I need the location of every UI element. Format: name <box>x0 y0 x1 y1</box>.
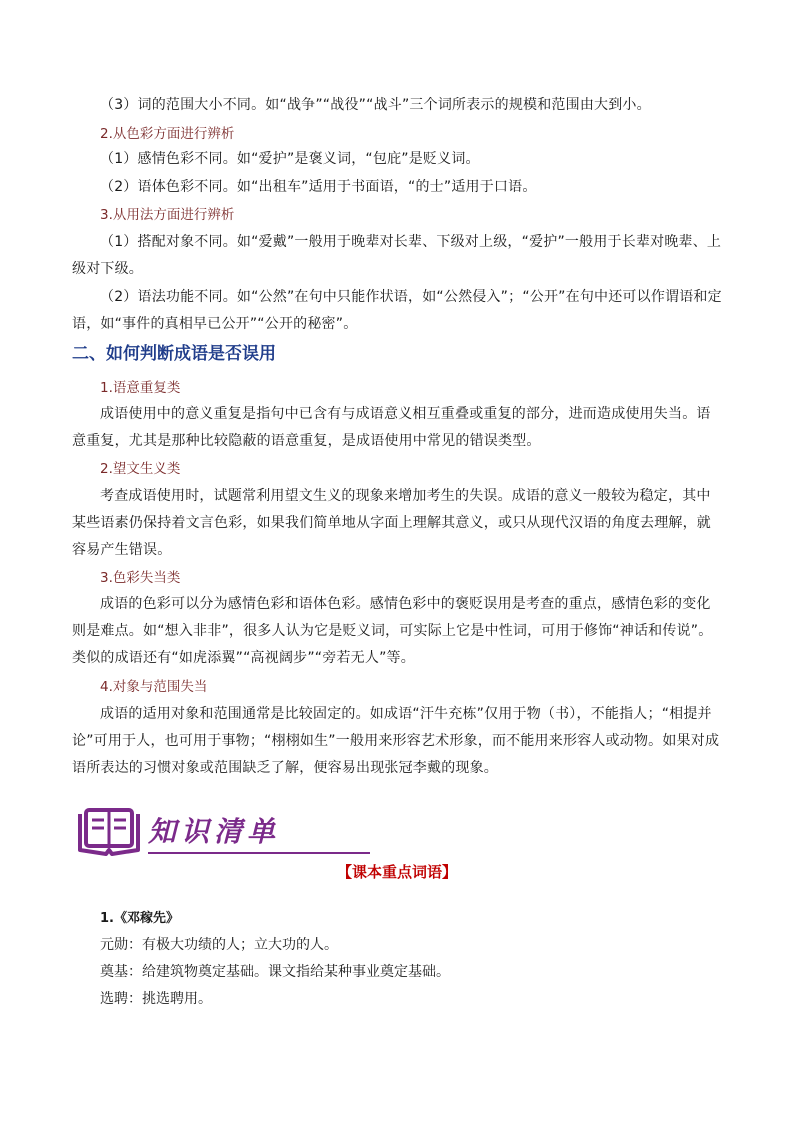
knowledge-banner <box>76 806 306 862</box>
word-entry: 选聘：挑选聘用。 <box>100 991 212 1007</box>
paragraph-collocation: （1）搭配对象不同。如“爱戴”一般用于晚辈对长辈、下级对上级，“爱护”一般用于长辈对晚辈、上级对下级。 <box>72 234 722 277</box>
paragraph-literal: 考查成语使用时，试题常利用望文生义的现象来增加考生的失误。成语的意义一般较为稳定，其中某些语素仍保持着文言色彩，如果我们简单地从字面上理解其意义，或只从现代汉语的角度去理解，就容易产生错误。 <box>72 488 711 558</box>
lesson-title: 1.《邓稼先》 <box>100 911 179 926</box>
word-entry: 奠基：给建筑物奠定基础。课文指给某种事业奠定基础。 <box>100 964 450 980</box>
banner-title: 知识清单 <box>148 815 281 848</box>
paragraph-color-misuse: 成语的色彩可以分为感情色彩和语体色彩。感情色彩中的褒贬误用是考查的重点，感情色彩的变化则是难点。如“想入非非”，很多人认为它是贬义词，可实际上它是中性词，可用于修饰“神话和传说”。类似的成语还有“如虎添翼”“高视阔步”“旁若无人”等。 <box>72 596 713 666</box>
paragraph-emotion-color: （1）感情色彩不同。如“爱护”是褒义词，“包庇”是贬义词。 <box>100 151 480 167</box>
book-icon <box>76 806 142 858</box>
paragraph-repetition: 成语使用中的意义重复是指句中已含有与成语意义相互重叠或重复的部分，进而造成使用失当。语意重复，尤其是那种比较隐蔽的语意重复，是成语使用中常见的错误类型。 <box>72 406 711 449</box>
subheading-color-misuse: 3.色彩失当类 <box>100 570 181 586</box>
paragraph-grammar: （2）语法功能不同。如“公然”在句中只能作状语，如“公然侵入”；“公开”在句中还可以作谓语和定语，如“事件的真相早已公开”“公开的秘密”。 <box>72 289 722 332</box>
subheading-color: 2.从色彩方面进行辨析 <box>100 126 235 142</box>
section-heading: 二、如何判断成语是否误用 <box>72 344 276 364</box>
subheading-literal: 2.望文生义类 <box>100 461 181 477</box>
paragraph-scope: （3）词的范围大小不同。如“战争”“战役”“战斗”三个词所表示的规模和范围由大到小。 <box>100 97 651 113</box>
key-words-title: 【课本重点词语】 <box>336 863 457 881</box>
paragraph-style-color: （2）语体色彩不同。如“出租车”适用于书面语，“的士”适用于口语。 <box>100 179 537 195</box>
subheading-repetition: 1.语意重复类 <box>100 380 181 396</box>
banner-underline <box>148 852 370 854</box>
subheading-scope-misuse: 4.对象与范围失当 <box>100 679 208 695</box>
subheading-usage: 3.从用法方面进行辨析 <box>100 207 235 223</box>
paragraph-scope-misuse: 成语的适用对象和范围通常是比较固定的。如成语“汗牛充栋”仅用于物（书），不能指人；“相提并论”可用于人，也可用于事物；“栩栩如生”一般用来形容艺术形象，而不能用来形容人或动物。如果对成语所表达的习惯对象或范围缺乏了解，便容易出现张冠李戴的现象。 <box>72 706 720 776</box>
word-entry: 元勋：有极大功绩的人；立大功的人。 <box>100 937 338 953</box>
